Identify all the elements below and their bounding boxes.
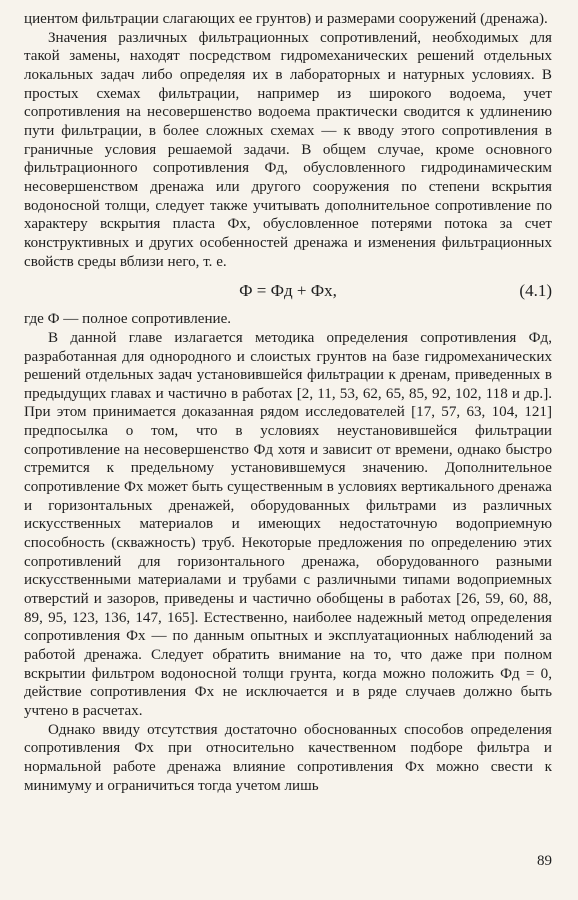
equation-total-resistance: Ф = Фд + Фх, (239, 281, 337, 301)
book-page (24, 10, 552, 890)
paragraph-continued: циентом фильтрации слагающих ее грунтов) и размерами сооружений (дренажа). (24, 11, 548, 27)
paragraph-methodology: В данной главе излагается методика определения сопротивления Фд, разработанная для однородного и слоистых грунтов на базе гидромеханических решений отдельных задач установившейся фильтрации к дренам, приведенных в предыдущих главах и частично в работах [2, 11, 53, 62, 65, 85, 92, 102, 118 и др.]. При этом принимается доказанная рядом исследователей [17, 57, 63, 104, 121] предпосылка о том, что в условиях неустановившейся фильтрации сопротивление на несовершенство Фд хотя и зависит от времени, однако быстро стремится к предельному установившемуся значению. Дополнительное сопротивление Фх может быть существенным в условиях вертикального дренажа и горизонтальных дренажей, оборудованных фильтрами из различных искусственных материалов и имеющих недостаточную водоприемную способность (скважность) труб. Некоторые предложения по определению этих сопротивлений для горизонтального дренажа, оборудованного разными искусственными материалами и трубами с различными типами водоприемных отверстий и зазоров, приведены и частично обобщены в работах [26, 59, 60, 88, 89, 95, 123, 136, 147, 165]. Естественно, наиболее надежный метод определения сопротивления Фх — по данным опытных и эксплуатационных наблюдений за работой дренажа. Следует обратить внимание на то, что даже при полном вскрытии фильтром водоносной толщи грунта, когда можно положить Фд = 0, действие сопротивления Фх не исключается и в ряде случаев должно быть учтено в расчетах. (24, 329, 552, 719)
equation-row (24, 278, 552, 304)
paragraph-filtration-resistance: Значения различных фильтрационных сопротивлений, необходимых для такой замены, находят посредством гидромеханических решений отдельных локальных задач либо определяя их в лабораторных и натурных условиях. В простых схемах фильтрации, например из широкого водоема, учет сопротивления на несовершенство водоема практически сводится к удлинению пути фильтрации, в более сложных схемах — к вводу этого сопротивления в граничные условия решаемой задачи. В общем случае, кроме основного фильтрационного сопротивления Фд, обусловленного гидродинамическим несовершенством дренажа или другого сооружения по степени вскрытия водоносной толщи, следует также учитывать дополнительное сопротивление по характеру вскрытия пласта Фх, обусловленное потерями потока за счет конструктивных и других особенностей дренажа и изменения фильтрационных свойств среды вблизи него, т. е. (24, 29, 552, 270)
equation-number: (4.1) (519, 281, 552, 301)
paragraph-conclusion: Однако ввиду отсутствия достаточно обоснованных способов определения сопротивления Фх при относительно качественном подборе фильтра и нормальной работе дренажа влияние сопротивления Фх можно свести к минимуму и ограничиться тогда учетом лишь (24, 721, 552, 794)
page-number: 89 (537, 853, 552, 869)
paragraph-equation-explanation: где Ф — полное сопротивление. (24, 311, 232, 328)
